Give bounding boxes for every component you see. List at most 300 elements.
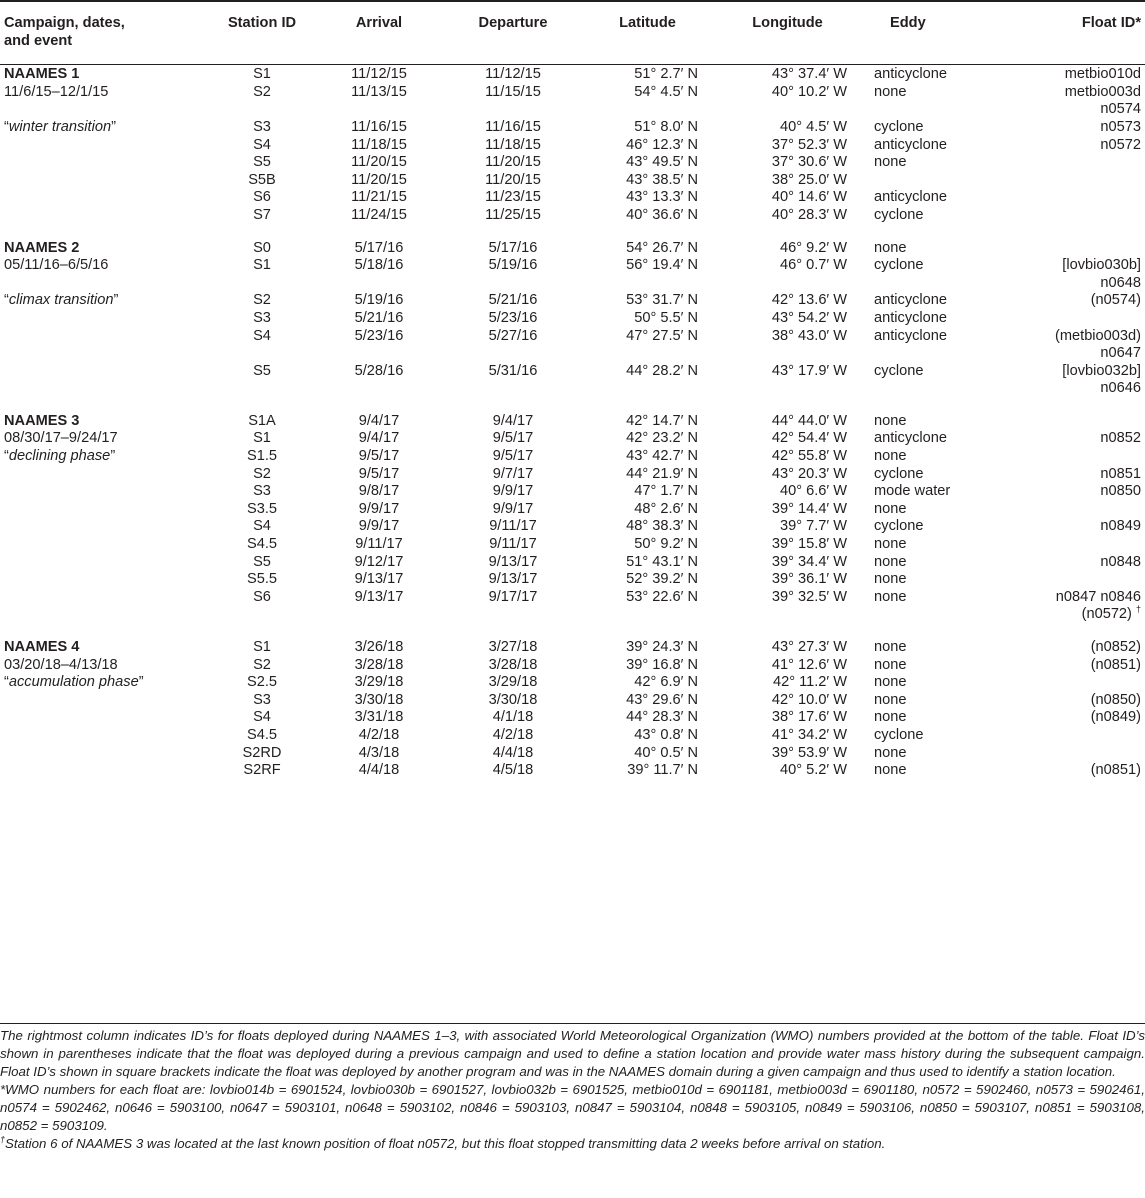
arrival-cell: 9/12/17 — [354, 553, 404, 570]
campaign-cell — [0, 745, 212, 763]
float-id-cell — [1002, 172, 1145, 190]
campaign-cell — [0, 483, 212, 501]
float-id: [lovbio032b] — [1062, 362, 1141, 379]
campaign-cell: “climax transition” — [4, 292, 119, 309]
float-id-cell — [1002, 692, 1145, 710]
station-id-cell: S4 — [253, 709, 271, 726]
eddy-cell: none — [874, 762, 907, 779]
campaign-cell: “winter transition” — [4, 118, 116, 135]
longitude-cell: 42° 10.0′ W — [771, 691, 847, 708]
campaign-name: NAAMES 1 — [4, 66, 80, 83]
arrival-cell: 3/26/18 — [354, 639, 404, 655]
eddy-cell: cyclone — [874, 257, 924, 274]
float-id: n0850 — [1100, 483, 1141, 500]
table-row — [0, 518, 1145, 536]
station-id-cell: S2 — [253, 292, 271, 309]
longitude-cell: 40° 6.6′ W — [780, 483, 847, 500]
float-id: n0647 — [1100, 345, 1141, 362]
campaign-cell: “declining phase” — [4, 448, 116, 465]
header-float-id: Float ID* — [1081, 15, 1141, 31]
campaign-cell — [0, 727, 212, 745]
latitude-cell: 42° 14.7′ N — [626, 412, 698, 429]
departure-cell: 3/27/18 — [488, 639, 538, 655]
station-id-cell: S1 — [253, 257, 271, 274]
campaign-cell — [0, 328, 212, 363]
eddy-cell: none — [874, 709, 907, 726]
float-id: n0848 — [1100, 553, 1141, 570]
departure-cell: 4/4/18 — [492, 744, 534, 761]
longitude-cell: 43° 54.2′ W — [771, 309, 847, 326]
campaign-phase: climax transition — [8, 292, 114, 309]
arrival-cell: 9/11/17 — [355, 536, 403, 553]
campaign-cell — [0, 639, 212, 657]
longitude-cell: 38° 25.0′ W — [771, 171, 847, 188]
departure-cell: 11/15/15 — [485, 83, 541, 100]
longitude-cell: 43° 37.4′ W — [771, 66, 847, 83]
arrival-cell: 9/9/17 — [358, 500, 400, 517]
float-id: metbio010d — [1064, 66, 1141, 83]
campaign-cell — [0, 363, 212, 398]
table-row — [0, 137, 1145, 155]
float-id-line — [1002, 606, 1141, 624]
float-id-cell — [1002, 310, 1145, 328]
arrival-cell: 11/16/15 — [351, 118, 407, 135]
longitude-cell: 40° 5.2′ W — [780, 762, 847, 779]
campaign-name: NAAMES 3 — [4, 412, 80, 429]
bottom-rule — [0, 1023, 1145, 1024]
longitude-cell: 42° 13.6′ W — [771, 292, 847, 309]
campaign-cell — [0, 692, 212, 710]
departure-cell: 11/25/15 — [485, 206, 541, 223]
campaign-cell — [0, 430, 212, 448]
longitude-cell: 41° 34.2′ W — [771, 726, 847, 743]
campaign-cell — [0, 240, 212, 258]
arrival-cell: 11/18/15 — [351, 136, 407, 153]
float-id-cell — [1002, 292, 1145, 310]
departure-cell: 9/7/17 — [492, 465, 534, 482]
arrival-cell: 9/5/17 — [358, 448, 400, 465]
table-row — [0, 727, 1145, 745]
float-id: metbio003d — [1064, 83, 1141, 100]
longitude-cell: 40° 10.2′ W — [771, 83, 847, 100]
station-id-cell: S5B — [248, 171, 276, 188]
departure-cell: 9/9/17 — [492, 483, 534, 500]
table-row — [0, 413, 1145, 431]
table-row — [0, 692, 1145, 710]
station-id-cell: S2RF — [243, 762, 281, 779]
eddy-cell: none — [874, 691, 907, 708]
departure-cell: 11/20/15 — [485, 171, 541, 188]
campaign-cell — [0, 189, 212, 207]
float-id-cell — [1002, 240, 1145, 258]
table-row — [0, 674, 1145, 692]
float-id-cell — [1002, 657, 1145, 675]
departure-cell: 4/5/18 — [492, 762, 534, 779]
latitude-cell: 39° 16.8′ N — [626, 656, 698, 673]
latitude-cell: 52° 39.2′ N — [626, 571, 698, 588]
campaign-name: NAAMES 4 — [4, 639, 80, 655]
footnote-station-6 — [0, 1135, 1145, 1153]
header-campaign-line-1: Campaign, dates, — [4, 15, 125, 31]
station-id-cell: S5 — [253, 362, 271, 379]
table-row — [0, 430, 1145, 448]
float-id-cell — [1002, 518, 1145, 536]
campaign-cell — [0, 154, 212, 172]
latitude-cell: 40° 36.6′ N — [626, 206, 698, 223]
arrival-cell: 5/17/16 — [354, 239, 404, 256]
longitude-cell: 39° 36.1′ W — [771, 571, 847, 588]
float-id-cell — [1002, 483, 1145, 501]
float-id-cell — [1002, 66, 1145, 84]
eddy-cell: anticyclone — [874, 309, 948, 326]
station-id-cell: S4 — [253, 327, 271, 344]
latitude-cell: 54° 26.7′ N — [626, 239, 698, 256]
arrival-cell: 5/21/16 — [354, 309, 404, 326]
arrival-cell: 5/28/16 — [354, 362, 404, 379]
arrival-cell: 9/4/17 — [358, 412, 400, 429]
campaign-phase: winter transition — [8, 118, 112, 135]
campaign-phase: declining phase — [8, 448, 111, 465]
arrival-cell: 4/3/18 — [358, 744, 400, 761]
table-row — [0, 310, 1145, 328]
table-row — [0, 119, 1145, 137]
latitude-cell: 53° 31.7′ N — [626, 292, 698, 309]
longitude-cell: 37° 52.3′ W — [771, 136, 847, 153]
table-row — [0, 466, 1145, 484]
footnote-dagger-mark: † — [0, 1134, 6, 1145]
eddy-cell: anticyclone — [874, 292, 948, 309]
departure-cell: 11/23/15 — [485, 189, 541, 206]
departure-cell: 5/27/16 — [488, 327, 538, 344]
float-id: (metbio003d) — [1055, 327, 1141, 344]
station-id-cell: S6 — [253, 588, 271, 605]
float-id: n0851 — [1100, 465, 1141, 482]
arrival-cell: 5/18/16 — [354, 257, 404, 274]
eddy-cell: anticyclone — [874, 327, 948, 344]
station-id-cell: S3.5 — [246, 500, 278, 517]
departure-cell: 3/28/18 — [488, 656, 538, 673]
campaign-dates: 08/30/17–9/24/17 — [4, 430, 118, 447]
table-row — [0, 207, 1145, 225]
float-id-cell — [1002, 554, 1145, 572]
longitude-cell: 40° 14.6′ W — [771, 189, 847, 206]
latitude-cell: 43° 29.6′ N — [626, 691, 698, 708]
table-row — [0, 762, 1145, 780]
eddy-cell: cyclone — [874, 118, 924, 135]
campaign-dates: 11/6/15–12/1/15 — [4, 83, 109, 100]
eddy-cell: none — [874, 656, 907, 673]
campaign-cell — [0, 709, 212, 727]
departure-cell: 4/1/18 — [492, 709, 534, 726]
longitude-cell: 39° 34.4′ W — [771, 553, 847, 570]
eddy-cell: cyclone — [874, 465, 924, 482]
departure-cell: 4/2/18 — [492, 726, 534, 743]
eddy-cell: anticyclone — [874, 136, 948, 153]
table-row — [0, 240, 1145, 258]
header-arrival: Arrival — [355, 15, 403, 31]
float-id-cell — [1002, 466, 1145, 484]
departure-cell: 3/29/18 — [488, 674, 538, 691]
arrival-cell: 9/8/17 — [358, 483, 400, 500]
latitude-cell: 50° 9.2′ N — [634, 536, 698, 553]
header-row — [0, 0, 1145, 50]
latitude-cell: 42° 23.2′ N — [626, 430, 698, 447]
arrival-cell: 11/12/15 — [351, 66, 407, 83]
longitude-cell: 43° 17.9′ W — [771, 362, 847, 379]
departure-cell: 9/5/17 — [492, 430, 534, 447]
eddy-cell: anticyclone — [874, 189, 948, 206]
float-id: n0646 — [1100, 380, 1141, 397]
departure-cell: 11/16/15 — [485, 118, 541, 135]
float-id: (n0849) — [1090, 709, 1141, 726]
campaign-cell — [0, 536, 212, 554]
campaign-cell — [0, 413, 212, 431]
longitude-cell: 38° 17.6′ W — [771, 709, 847, 726]
station-id-cell: S4 — [253, 518, 271, 535]
arrival-cell: 4/4/18 — [358, 762, 400, 779]
campaign-cell — [0, 172, 212, 190]
campaign-cell — [0, 554, 212, 572]
latitude-cell: 46° 12.3′ N — [626, 136, 698, 153]
arrival-cell: 4/2/18 — [358, 726, 400, 743]
latitude-cell: 48° 2.6′ N — [634, 500, 698, 517]
float-id: n0847 n0846 — [1055, 588, 1141, 605]
longitude-cell: 43° 20.3′ W — [771, 465, 847, 482]
eddy-cell: none — [874, 500, 907, 517]
departure-cell: 9/13/17 — [488, 553, 538, 570]
table-row — [0, 363, 1145, 398]
float-id-cell — [1002, 639, 1145, 657]
arrival-cell: 11/24/15 — [351, 206, 407, 223]
float-id: (n0852) — [1090, 639, 1141, 655]
station-id-cell: S2.5 — [246, 674, 278, 691]
table-row — [0, 554, 1145, 572]
departure-cell: 5/17/16 — [488, 239, 538, 256]
station-id-cell: S0 — [253, 239, 271, 256]
campaign-cell — [0, 137, 212, 155]
float-dagger-mark: † — [1135, 604, 1141, 615]
eddy-cell: none — [874, 571, 907, 588]
latitude-cell: 48° 38.3′ N — [626, 518, 698, 535]
campaign-phase: accumulation phase — [8, 674, 139, 691]
station-id-cell: S2 — [253, 83, 271, 100]
departure-cell: 11/18/15 — [485, 136, 541, 153]
float-id-cell — [1002, 137, 1145, 155]
arrival-cell: 11/21/15 — [351, 189, 407, 206]
latitude-cell: 43° 49.5′ N — [626, 154, 698, 171]
longitude-cell: 42° 55.8′ W — [771, 448, 847, 465]
longitude-cell: 40° 28.3′ W — [771, 206, 847, 223]
eddy-cell: none — [874, 674, 907, 691]
float-id-cell — [1002, 363, 1145, 398]
table-row — [0, 84, 1145, 119]
arrival-cell: 11/20/15 — [351, 154, 407, 171]
table-footnotes — [0, 1027, 1145, 1153]
latitude-cell: 39° 11.7′ N — [627, 762, 698, 779]
campaign-cell — [0, 501, 212, 519]
arrival-cell: 11/20/15 — [351, 171, 407, 188]
station-id-cell: S5 — [253, 553, 271, 570]
longitude-cell: 39° 53.9′ W — [771, 744, 847, 761]
float-id-cell — [1002, 745, 1145, 763]
campaign-cell — [0, 257, 212, 292]
station-id-cell: S2RD — [242, 744, 282, 761]
header-station: Station ID — [227, 15, 297, 31]
station-id-cell: S3 — [253, 691, 271, 708]
eddy-cell: anticyclone — [874, 430, 948, 447]
station-id-cell: S5.5 — [246, 571, 278, 588]
footnote-wmo-numbers: *WMO numbers for each float are: lovbio014b = 6901524, lovbio030b = 6901527, lovbio032b = 6901525, metbio010d = 6901181, metbio003d = 6901180, n0572 = 5902460, n0573 = 5902461, n0574 = 5902462, n0646 = 5903100, n0647 = 5903101, n0648 = 5903102, n0846 = 5903103, n0847 = 5903104, n0848 = 5903105, n0849 = 5903106, n0850 = 5903107, n0851 = 5903108, n0852 = 5903109. — [0, 1082, 1145, 1133]
latitude-cell: 40° 0.5′ N — [634, 744, 698, 761]
longitude-cell: 46° 0.7′ W — [780, 257, 847, 274]
float-id-cell — [1002, 501, 1145, 519]
departure-cell: 9/17/17 — [488, 588, 538, 605]
latitude-cell: 54° 4.5′ N — [634, 83, 698, 100]
float-id: (n0572) — [1081, 606, 1132, 623]
table-row — [0, 448, 1145, 466]
departure-cell: 3/30/18 — [488, 691, 538, 708]
campaign-cell — [0, 207, 212, 225]
header-longitude: Longitude — [752, 15, 823, 31]
latitude-cell: 42° 6.9′ N — [634, 674, 698, 691]
latitude-cell: 44° 28.2′ N — [626, 362, 698, 379]
table-row — [0, 154, 1145, 172]
departure-cell: 9/11/17 — [489, 536, 537, 553]
latitude-cell: 43° 38.5′ N — [626, 171, 698, 188]
station-id-cell: S7 — [253, 206, 271, 223]
float-id-cell — [1002, 119, 1145, 137]
latitude-cell: 51° 2.7′ N — [634, 66, 698, 83]
station-id-cell: S4 — [253, 136, 271, 153]
eddy-cell: cyclone — [874, 206, 924, 223]
float-id-cell — [1002, 84, 1145, 119]
station-id-cell: S4.5 — [246, 726, 278, 743]
eddy-cell: none — [874, 588, 907, 605]
latitude-cell: 53° 22.6′ N — [626, 588, 698, 605]
campaign-cell — [0, 657, 212, 675]
departure-cell: 5/21/16 — [488, 292, 538, 309]
departure-cell: 11/12/15 — [485, 66, 541, 83]
longitude-cell: 42° 11.2′ W — [772, 674, 847, 691]
campaign-dates: 05/11/16–6/5/16 — [4, 257, 109, 274]
latitude-cell: 51° 8.0′ N — [634, 118, 698, 135]
float-id-cell — [1002, 154, 1145, 172]
header-departure: Departure — [478, 15, 548, 31]
longitude-cell: 44° 44.0′ W — [771, 412, 847, 429]
float-id-cell — [1002, 430, 1145, 448]
arrival-cell: 3/30/18 — [354, 691, 404, 708]
group-spacer — [0, 225, 1145, 240]
arrival-cell: 5/23/16 — [354, 327, 404, 344]
arrival-cell: 3/28/18 — [354, 656, 404, 673]
float-id: (n0851) — [1090, 762, 1141, 779]
station-id-cell: S2 — [253, 465, 271, 482]
longitude-cell: 41° 12.6′ W — [771, 656, 847, 673]
eddy-cell: mode water — [874, 483, 951, 500]
campaign-cell — [0, 84, 212, 119]
float-id-cell — [1002, 448, 1145, 466]
float-id: n0648 — [1100, 274, 1141, 291]
campaign-cell — [0, 571, 212, 589]
footnote-description: The rightmost column indicates ID’s for floats deployed during NAAMES 1–3, with associated World Meteorological Organization (WMO) numbers provided at the bottom of the table. Float ID’s shown in parentheses indicate that the float was deployed during a previous campaign and used to define a station location and provide water mass history during the subsequent campaign. Float ID’s shown in square brackets indicate the float was deployed by another program and was in the NAAMES domain during a given campaign and thus used to identify a station location. — [0, 1028, 1145, 1079]
table-row — [0, 257, 1145, 292]
float-id: [lovbio030b] — [1062, 257, 1141, 274]
float-id-cell — [1002, 674, 1145, 692]
campaign-cell — [0, 589, 212, 624]
arrival-cell: 9/9/17 — [358, 518, 400, 535]
longitude-cell: 37° 30.6′ W — [771, 154, 847, 171]
campaign-cell: “accumulation phase” — [4, 674, 144, 691]
table-row — [0, 189, 1145, 207]
table-row — [0, 66, 1145, 84]
station-id-cell: S5 — [253, 154, 271, 171]
group-spacer — [0, 398, 1145, 413]
latitude-cell: 43° 0.8′ N — [634, 726, 698, 743]
longitude-cell: 46° 9.2′ W — [780, 239, 847, 256]
table-row — [0, 639, 1145, 657]
eddy-cell: none — [874, 83, 907, 100]
eddy-cell: none — [874, 639, 907, 655]
departure-cell: 5/23/16 — [488, 309, 538, 326]
header-latitude: Latitude — [619, 15, 676, 31]
arrival-cell: 11/13/15 — [351, 83, 407, 100]
float-id: n0572 — [1100, 136, 1141, 153]
eddy-cell: none — [874, 744, 907, 761]
latitude-cell: 47° 27.5′ N — [626, 327, 698, 344]
longitude-cell: 38° 43.0′ W — [771, 327, 847, 344]
latitude-cell: 50° 5.5′ N — [634, 309, 698, 326]
float-id: n0574 — [1100, 101, 1141, 118]
latitude-cell: 56° 19.4′ N — [626, 257, 698, 274]
campaign-name: NAAMES 2 — [4, 239, 80, 256]
station-id-cell: S1 — [253, 639, 271, 655]
arrival-cell: 9/13/17 — [354, 588, 404, 605]
eddy-cell: cyclone — [874, 726, 924, 743]
latitude-cell: 43° 42.7′ N — [626, 448, 698, 465]
table-row — [0, 328, 1145, 363]
float-id-cell — [1002, 709, 1145, 727]
campaign-cell — [0, 466, 212, 484]
arrival-cell: 3/29/18 — [354, 674, 404, 691]
departure-cell: 5/19/16 — [488, 257, 538, 274]
campaign-cell — [0, 310, 212, 328]
float-id: n0852 — [1100, 430, 1141, 447]
table-row — [0, 292, 1145, 310]
table-row — [0, 589, 1145, 624]
eddy-cell: none — [874, 154, 907, 171]
float-id-cell — [1002, 257, 1145, 292]
station-id-cell: S1.5 — [246, 448, 278, 465]
departure-cell: 5/31/16 — [488, 362, 538, 379]
float-id: n0849 — [1100, 518, 1141, 535]
float-id: n0573 — [1100, 118, 1141, 135]
campaign-cell — [0, 762, 212, 780]
station-id-cell: S1 — [253, 66, 271, 83]
station-id-cell: S4.5 — [246, 536, 278, 553]
group-spacer — [0, 50, 1145, 66]
station-id-cell: S3 — [253, 118, 271, 135]
eddy-cell: none — [874, 239, 907, 256]
float-id-cell — [1002, 207, 1145, 225]
float-id-cell — [1002, 727, 1145, 745]
latitude-cell: 44° 21.9′ N — [626, 465, 698, 482]
group-spacer-cell — [0, 225, 1145, 240]
table-row — [0, 172, 1145, 190]
float-id-cell — [1002, 571, 1145, 589]
float-id: (n0851) — [1090, 656, 1141, 673]
table-row — [0, 745, 1145, 763]
station-id-cell: S6 — [253, 189, 271, 206]
